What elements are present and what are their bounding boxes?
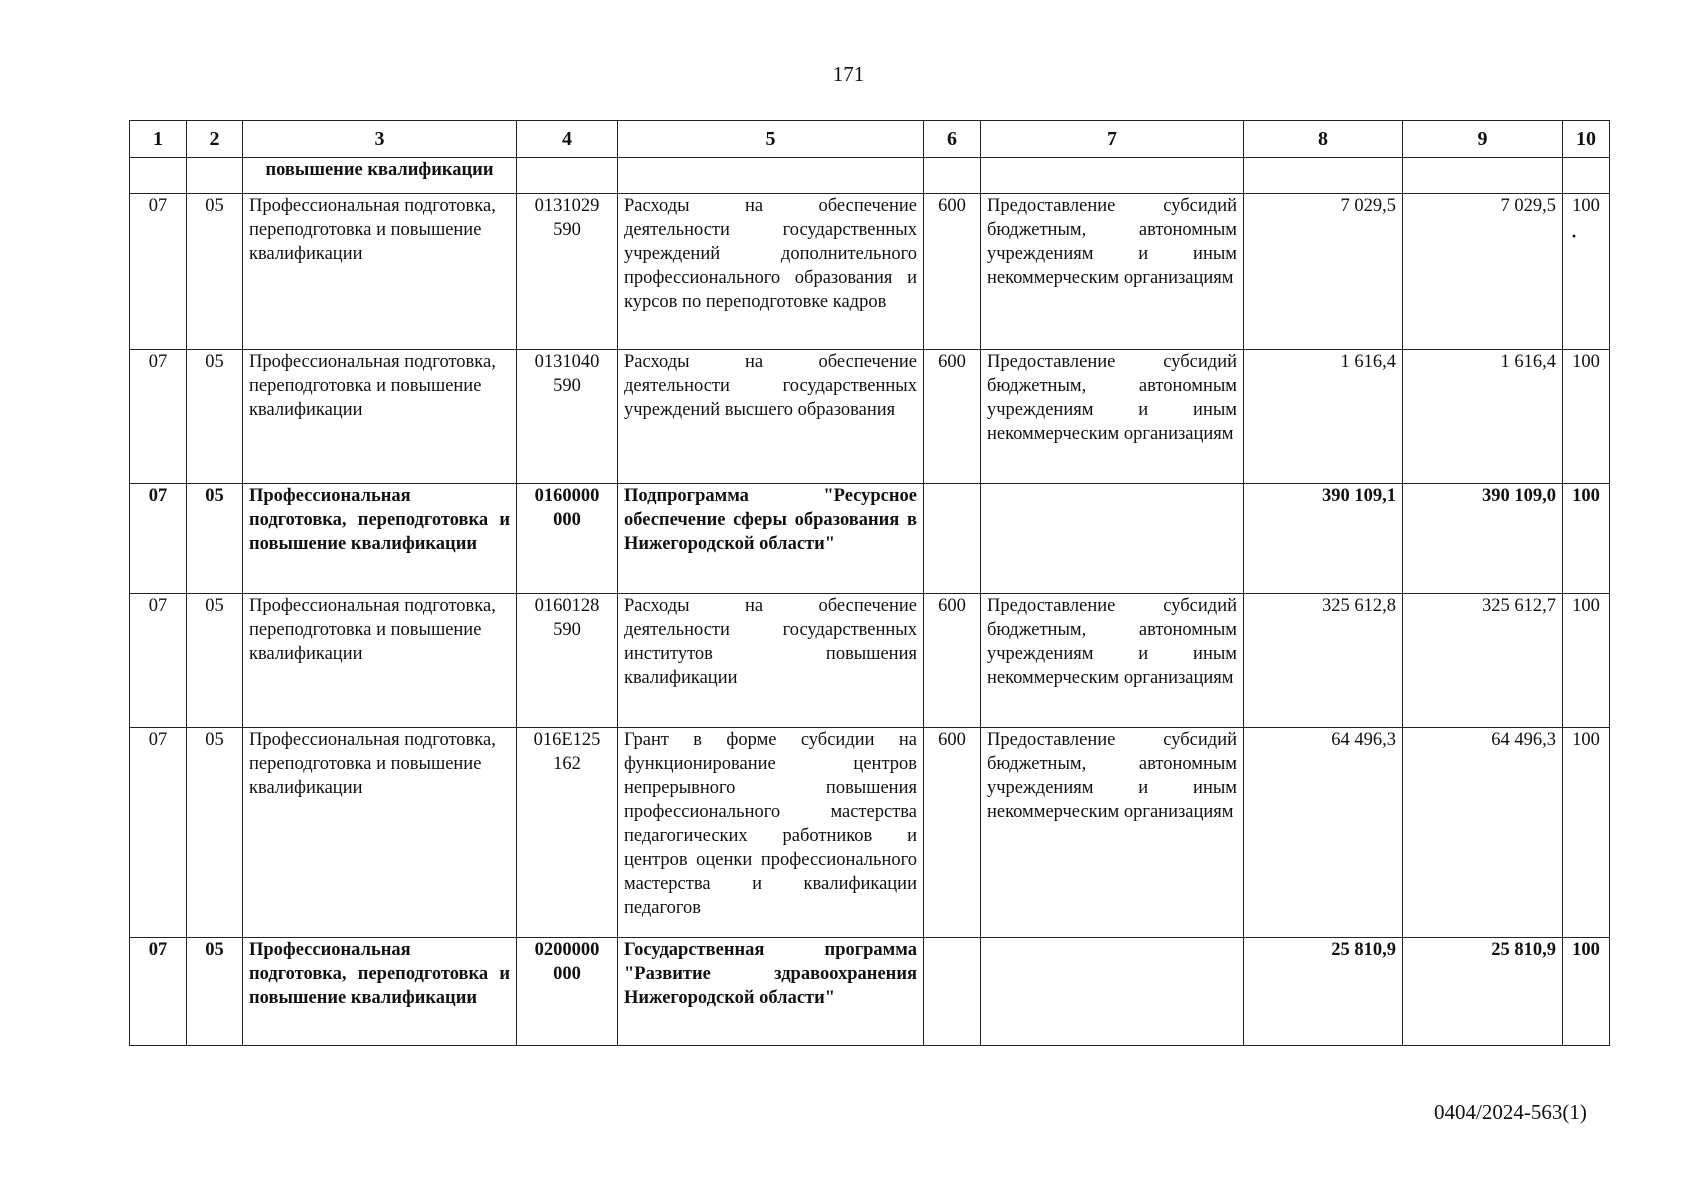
cell-executed: 25 810,9 bbox=[1403, 938, 1563, 1046]
cell-section-name: повышение квалификации bbox=[243, 158, 517, 194]
col-header-4: 4 bbox=[517, 121, 618, 158]
cell-target-name bbox=[618, 158, 924, 194]
cell-subsection: 05 bbox=[187, 594, 243, 728]
cell-target-code: 0200000 000 bbox=[517, 938, 618, 1046]
cell-target-code: 0131040 590 bbox=[517, 350, 618, 484]
cell-planned: 7 029,5 bbox=[1244, 194, 1403, 350]
cell-planned: 64 496,3 bbox=[1244, 728, 1403, 938]
col-header-1: 1 bbox=[130, 121, 187, 158]
cell-target-code: 0131029 590 bbox=[517, 194, 618, 350]
cell-planned: 390 109,1 bbox=[1244, 484, 1403, 594]
cell-expense-name: Предоставление субсидий бюджетным, автономным учреждениям и иным некоммерческим организациям bbox=[981, 728, 1244, 938]
cell-section: 07 bbox=[130, 350, 187, 484]
cell-percent: 100 bbox=[1563, 350, 1610, 484]
cell-section-name: Профессиональная подготовка, переподготовка и повышение квалификации bbox=[243, 350, 517, 484]
cell-subsection: 05 bbox=[187, 728, 243, 938]
cell-section-name: Профессиональная подготовка, переподготовка и повышение квалификации bbox=[243, 728, 517, 938]
col-header-2: 2 bbox=[187, 121, 243, 158]
col-header-7: 7 bbox=[981, 121, 1244, 158]
cell-planned: 25 810,9 bbox=[1244, 938, 1403, 1046]
continuation-row bbox=[130, 158, 1610, 194]
col-header-8: 8 bbox=[1244, 121, 1403, 158]
cell-expense-type: 600 bbox=[924, 194, 981, 350]
cell-percent: 100 bbox=[1563, 938, 1610, 1046]
cell-expense-name: Предоставление субсидий бюджетным, автономным учреждениям и иным некоммерческим организациям bbox=[981, 194, 1244, 350]
cell-executed: 390 109,0 bbox=[1403, 484, 1563, 594]
cell-executed bbox=[1403, 158, 1563, 194]
document-code: 0404/2024-563(1) bbox=[1434, 1100, 1587, 1124]
cell-section-name: Профессиональная подготовка, переподготовка и повышение квалификации bbox=[243, 484, 517, 594]
cell-subsection: 05 bbox=[187, 194, 243, 350]
cell-percent: 100 bbox=[1563, 594, 1610, 728]
table-row bbox=[130, 728, 1610, 938]
cell-target-name: Расходы на обеспечение деятельности государственных учреждений высшего образования bbox=[618, 350, 924, 484]
header-row bbox=[130, 121, 1610, 158]
cell-executed: 325 612,7 bbox=[1403, 594, 1563, 728]
cell-section: 07 bbox=[130, 938, 187, 1046]
cell-section-name: Профессиональная подготовка, переподготовка и повышение квалификации bbox=[243, 594, 517, 728]
cell-section bbox=[130, 158, 187, 194]
cell-target-name: Подпрограмма "Ресурсное обеспечение сферы образования в Нижегородской области" bbox=[618, 484, 924, 594]
col-header-6: 6 bbox=[924, 121, 981, 158]
cell-executed: 7 029,5 bbox=[1403, 194, 1563, 350]
cell-expense-name bbox=[981, 938, 1244, 1046]
cell-percent: 100 bbox=[1563, 484, 1610, 594]
scan-speck: · bbox=[1571, 226, 1578, 246]
table-row bbox=[130, 594, 1610, 728]
cell-target-name: Грант в форме субсидии на функционирование центров непрерывного повышения профессионального мастерства педагогических работников и центров оценки профессионального мастерства и квалификации педагогов bbox=[618, 728, 924, 938]
cell-executed: 1 616,4 bbox=[1403, 350, 1563, 484]
cell-percent: 100 bbox=[1563, 728, 1610, 938]
cell-section: 07 bbox=[130, 728, 187, 938]
cell-expense-name bbox=[981, 484, 1244, 594]
cell-subsection: 05 bbox=[187, 484, 243, 594]
col-header-5: 5 bbox=[618, 121, 924, 158]
cell-target-code: 016E125 162 bbox=[517, 728, 618, 938]
cell-section: 07 bbox=[130, 594, 187, 728]
cell-planned: 325 612,8 bbox=[1244, 594, 1403, 728]
cell-subsection bbox=[187, 158, 243, 194]
cell-target-name: Государственная программа "Развитие здравоохранения Нижегородской области" bbox=[618, 938, 924, 1046]
cell-planned bbox=[1244, 158, 1403, 194]
cell-target-name: Расходы на обеспечение деятельности государственных институтов повышения квалификации bbox=[618, 594, 924, 728]
cell-expense-type: 600 bbox=[924, 728, 981, 938]
cell-expense-type: 600 bbox=[924, 594, 981, 728]
cell-expense-name bbox=[981, 158, 1244, 194]
table-row bbox=[130, 350, 1610, 484]
table-row bbox=[130, 484, 1610, 594]
cell-subsection: 05 bbox=[187, 350, 243, 484]
cell-target-code: 0160000 000 bbox=[517, 484, 618, 594]
col-header-10: 10 bbox=[1563, 121, 1610, 158]
page-number: 171 bbox=[832, 62, 865, 86]
cell-target-code: 0160128 590 bbox=[517, 594, 618, 728]
cell-expense-type bbox=[924, 484, 981, 594]
cell-section: 07 bbox=[130, 484, 187, 594]
cell-target-name: Расходы на обеспечение деятельности государственных учреждений дополнительного профессионального образования и курсов по переподготовке кадров bbox=[618, 194, 924, 350]
cell-planned: 1 616,4 bbox=[1244, 350, 1403, 484]
cell-executed: 64 496,3 bbox=[1403, 728, 1563, 938]
cell-expense-type bbox=[924, 158, 981, 194]
col-header-3: 3 bbox=[243, 121, 517, 158]
cell-expense-name: Предоставление субсидий бюджетным, автономным учреждениям и иным некоммерческим организациям bbox=[981, 594, 1244, 728]
cell-section: 07 bbox=[130, 194, 187, 350]
cell-subsection: 05 bbox=[187, 938, 243, 1046]
cell-expense-name: Предоставление субсидий бюджетным, автономным учреждениям и иным некоммерческим организациям bbox=[981, 350, 1244, 484]
cell-expense-type bbox=[924, 938, 981, 1046]
table-row bbox=[130, 194, 1610, 350]
cell-section-name: Профессиональная подготовка, переподготовка и повышение квалификации bbox=[243, 938, 517, 1046]
cell-section-name: Профессиональная подготовка, переподготовка и повышение квалификации bbox=[243, 194, 517, 350]
table-row bbox=[130, 938, 1610, 1046]
cell-expense-type: 600 bbox=[924, 350, 981, 484]
cell-percent: 100 bbox=[1563, 194, 1610, 350]
cell-target-code bbox=[517, 158, 618, 194]
col-header-9: 9 bbox=[1403, 121, 1563, 158]
cell-percent bbox=[1563, 158, 1610, 194]
budget-table bbox=[129, 120, 1610, 1046]
